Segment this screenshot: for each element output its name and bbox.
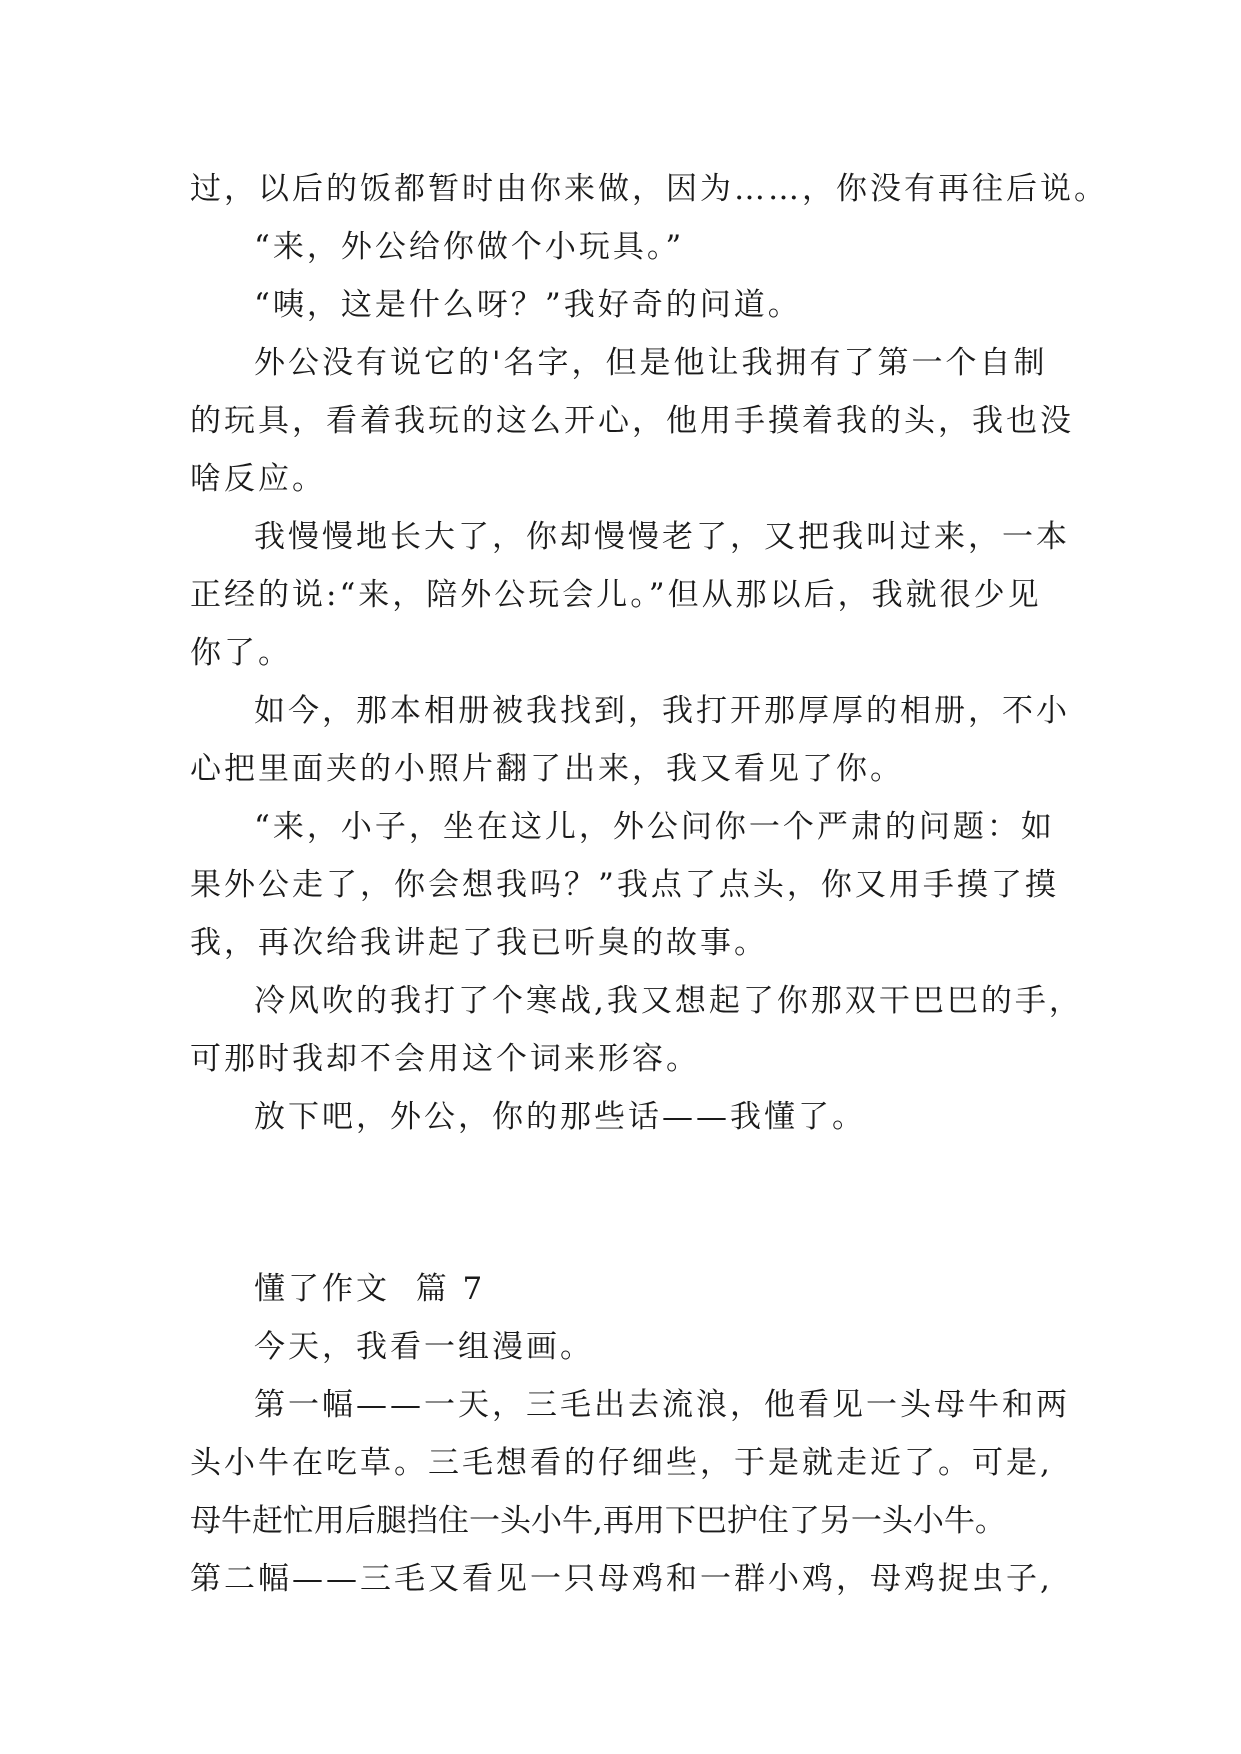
section-gap xyxy=(190,1146,1050,1260)
paragraph-line: 啥反应。 xyxy=(190,461,326,497)
paragraph-line: 我慢慢地长大了，你却慢慢老了，又把我叫过来，一本 xyxy=(254,519,1070,555)
paragraph-line: 心把里面夹的小照片翻了出来，我又看见了你。 xyxy=(190,751,904,787)
paragraph-line: 头小牛在吃草。三毛想看的仔细些，于是就走近了。可是, xyxy=(190,1445,1053,1481)
paragraph-line: 第二幅——三毛又看见一只母鸡和一群小鸡，母鸡捉虫子, xyxy=(190,1561,1053,1597)
paragraph-line: 母牛赶忙用后腿挡住一头小牛,再用下巴护住了另一头小牛。 xyxy=(190,1503,1006,1539)
text-body xyxy=(190,160,1108,1608)
paragraph-line: 可那时我却不会用这个词来形容。 xyxy=(190,1041,700,1077)
paragraph-line: 今天，我看一组漫画。 xyxy=(254,1329,594,1365)
paragraph-line: 我，再次给我讲起了我已听臭的故事。 xyxy=(190,925,768,961)
paragraph-line: 冷风吹的我打了个寒战,我又想起了你那双干巴巴的手， xyxy=(254,983,1083,1019)
paragraph-line: 你了。 xyxy=(190,635,292,671)
paragraph-line: “咦，这是什么呀？”我好奇的问道。 xyxy=(254,287,802,323)
paragraph-line: “来，小子，坐在这儿，外公问你一个严肃的问题：如 xyxy=(254,809,1055,845)
paragraph-line: 第一幅——一天，三毛出去流浪，他看见一头母牛和两 xyxy=(254,1387,1070,1423)
paragraph-line: 外公没有说它的'名字，但是他让我拥有了第一个自制 xyxy=(254,345,1048,381)
paragraph-line: 过，以后的饭都暂时由你来做，因为……，你没有再往后说。 xyxy=(190,171,1108,207)
paragraph-line: 如今，那本相册被我找到，我打开那厚厚的相册，不小 xyxy=(254,693,1070,729)
paragraph-line: 放下吧，外公，你的那些话——我懂了。 xyxy=(254,1099,866,1135)
paragraph-line: 正经的说:“来，陪外公玩会儿。”但从那以后，我就很少见 xyxy=(190,577,1042,613)
paragraph-line: “来，外公给你做个小玩具。” xyxy=(254,229,685,265)
paragraph-line: 果外公走了，你会想我吗？”我点了点头，你又用手摸了摸 xyxy=(190,867,1059,903)
section-title: 懂了作文 篇 7 xyxy=(254,1271,486,1307)
paragraph-line: 的玩具，看着我玩的这么开心，他用手摸着我的头，我也没 xyxy=(190,403,1074,439)
